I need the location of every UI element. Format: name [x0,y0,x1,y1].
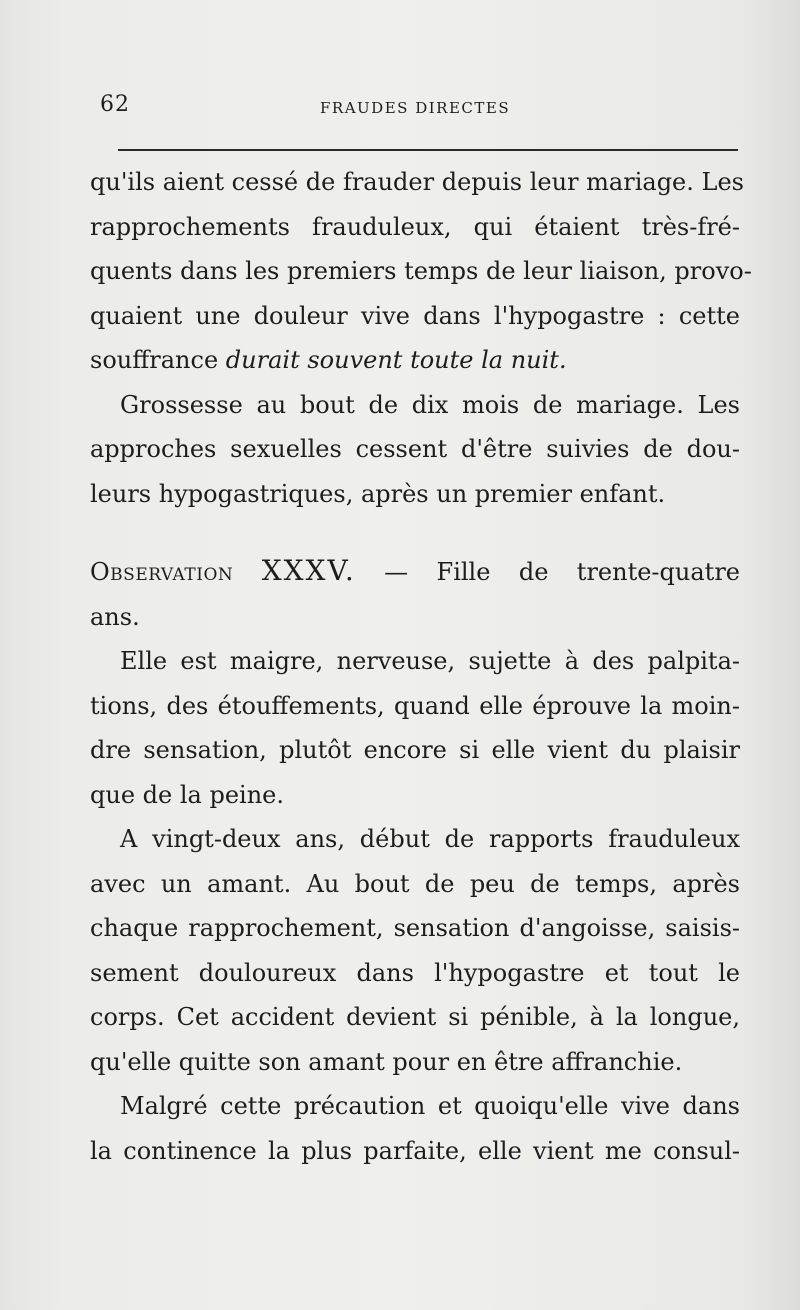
page-number: 62 [100,92,130,117]
text-line: approches sexuelles cessent d'être suivies de dou- [90,435,740,463]
running-head [100,92,740,122]
text-line: rapprochements frauduleux, qui étaient très-fré- [90,212,740,241]
paragraph-1 [90,160,752,383]
text-plain: souffrance [90,346,226,374]
text-line: Elle est maigre, nerveuse, sujette à des palpita- [120,647,740,675]
text-line: leurs hypogastriques, après un premier enfant. [90,479,666,508]
text-line: quaient une douleur vive dans l'hypogastre : cette [90,301,740,330]
text-line-mixed [90,338,740,383]
section-gap [90,516,740,549]
header-rule [118,149,738,151]
observation-number: XXXV. [261,554,356,587]
text-line: Malgré cette précaution et quoiqu'elle vive dans [120,1092,740,1120]
paragraph-2 [90,383,740,517]
text-line: A vingt-deux ans, début de rapports frauduleux [120,825,740,853]
text-line: quents dans les premiers temps de leur liaison, provo- [90,257,752,285]
observation-title: — Fille de trente-quatre [384,558,740,586]
running-title: FRAUDES DIRECTES [320,99,511,117]
text-line: chaque rapprochement, sensation d'angoisse, saisis- [90,914,740,942]
paragraph-3 [90,639,740,817]
paragraph-4 [90,817,740,1084]
text-line: la continence la plus parfaite, elle vient me consul- [90,1136,740,1165]
observation-heading-cont: ans. [90,602,140,631]
text-line: Grossesse au bout de dix mois de mariage. Les [120,390,740,419]
observation-heading-line [90,549,740,595]
observation-label: Observation [90,558,234,586]
text-line: sement douloureux dans l'hypogastre et tout le [90,958,740,987]
text-line: dre sensation, plutôt encore si elle vient du plaisir [90,736,740,764]
text-italic: durait souvent toute la nuit. [225,346,567,374]
text-line: qu'ils aient cessé de frauder depuis leur mariage. Les [90,168,744,196]
text-line: que de la peine. [90,780,284,809]
text-line: tions, des étouffements, quand elle éprouve la moin- [90,691,740,720]
page-body [90,160,752,1173]
observation-heading [90,549,740,639]
text-line: qu'elle quitte son amant pour en être affranchie. [90,1047,683,1076]
text-line: avec un amant. Au bout de peu de temps, après [90,869,740,898]
text-line: corps. Cet accident devient si pénible, à la longue, [90,1003,740,1031]
paragraph-5 [90,1084,740,1173]
